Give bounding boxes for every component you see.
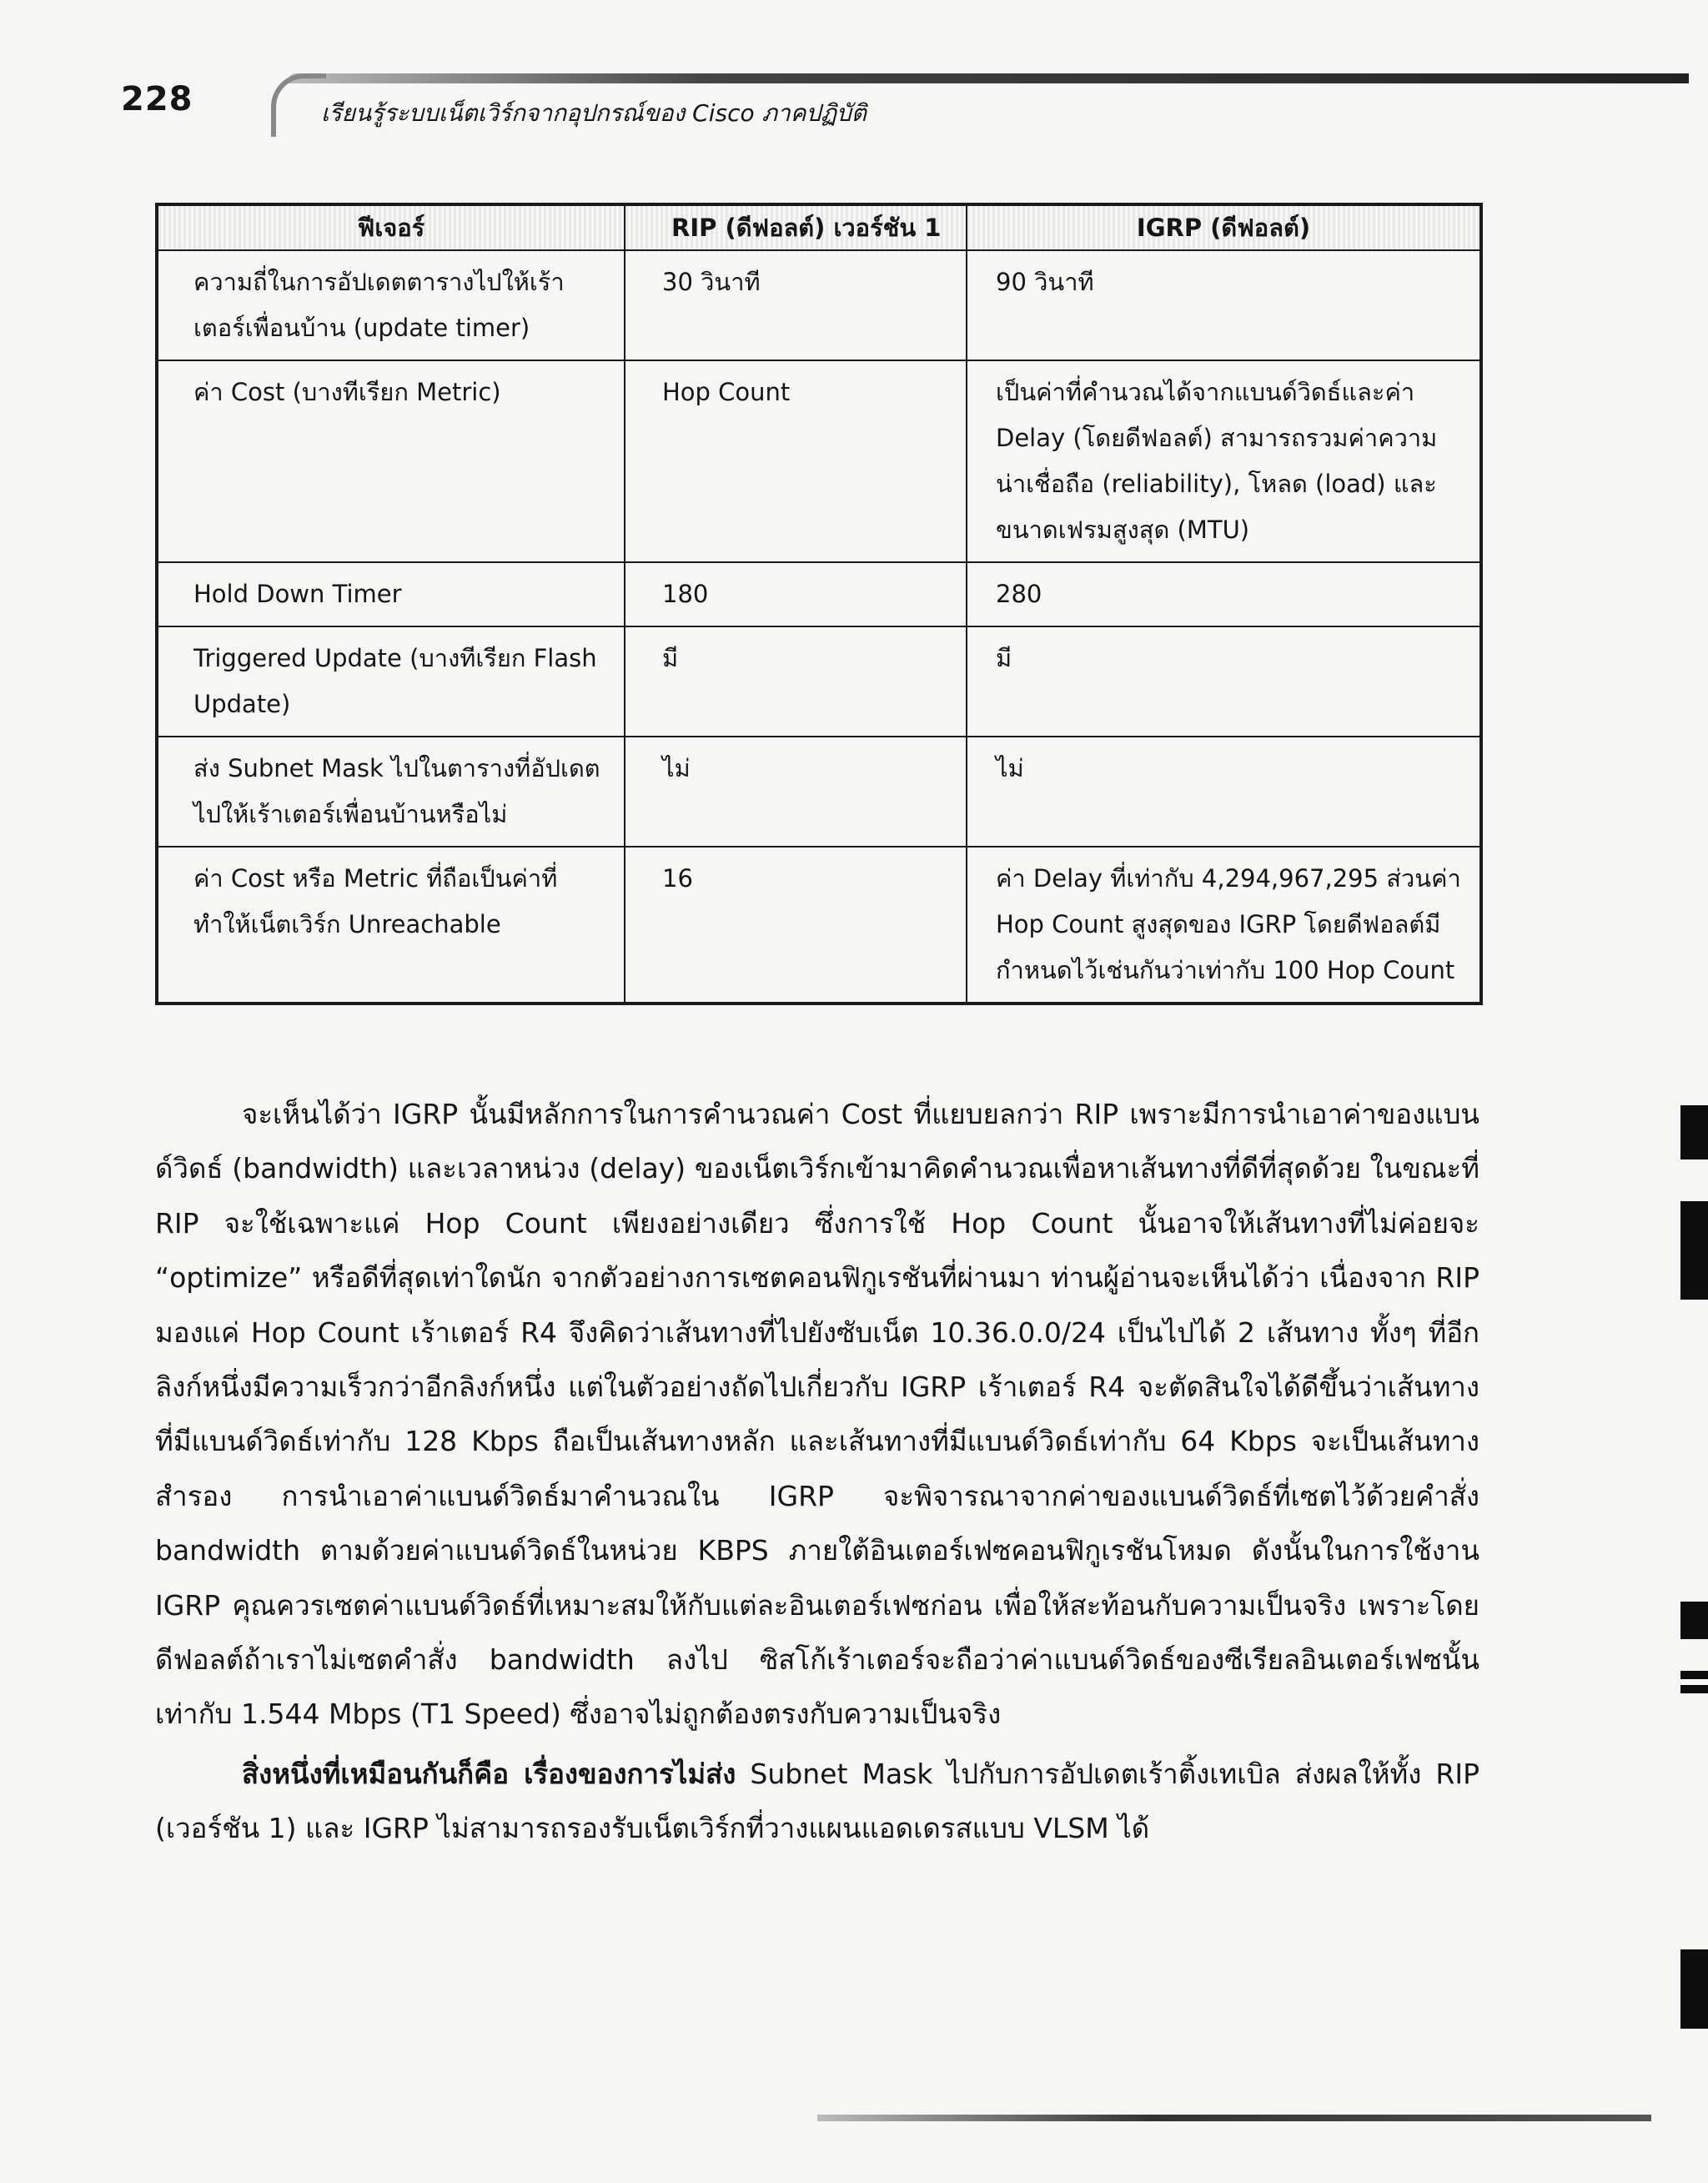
cell-feature: Hold Down Timer [157, 562, 625, 626]
cell-feature: ค่า Cost หรือ Metric ที่ถือเป็นค่าที่ทำให้เน็ตเวิร์ก Unreachable [157, 847, 625, 1003]
cell-rip: ไม่ [625, 737, 967, 847]
page-header [121, 73, 1689, 132]
cell-rip: 16 [625, 847, 967, 1003]
cell-feature: ส่ง Subnet Mask ไปในตารางที่อัปเดตไปให้เร้าเตอร์เพื่อนบ้านหรือไม่ [157, 737, 625, 847]
cell-rip: Hop Count [625, 360, 967, 562]
header-rule [288, 73, 1689, 83]
cell-igrp: เป็นค่าที่คำนวณได้จากแบนด์วิดธ์และค่า Delay (โดยดีฟอลต์) สามารถรวมค่าความน่าเชื่อถือ (reliability), โหลด (load) และขนาดเฟรมสูงสุด (MTU) [967, 360, 1481, 562]
cell-rip: 30 วินาที [625, 250, 967, 360]
table-row [157, 562, 1481, 626]
cell-igrp: มี [967, 626, 1481, 737]
scan-edge-mark [1680, 1105, 1708, 1159]
cell-igrp: ค่า Delay ที่เท่ากับ 4,294,967,295 ส่วนค่า Hop Count สูงสุดของ IGRP โดยดีฟอลต์มีกำหนดไว้เช่นกันว่าเท่ากับ 100 Hop Count [967, 847, 1481, 1003]
scan-edge-mark [1680, 1602, 1708, 1639]
table-row [157, 847, 1481, 1003]
page-number: 228 [121, 80, 193, 118]
body-text [155, 1087, 1479, 1856]
table-row [157, 737, 1481, 847]
scan-edge-mark [1680, 1685, 1708, 1693]
header-rip: RIP (ดีฟอลต์) เวอร์ชัน 1 [625, 204, 967, 250]
cell-feature: Triggered Update (บางทีเรียก Flash Update) [157, 626, 625, 737]
header-feature: ฟีเจอร์ [157, 204, 625, 250]
cell-igrp: 90 วินาที [967, 250, 1481, 360]
paragraph [155, 1747, 1479, 1856]
footer-rule [817, 2115, 1651, 2121]
cell-feature: ความถี่ในการอัปเดตตารางไปให้เร้าเตอร์เพื่อนบ้าน (update timer) [157, 250, 625, 360]
scan-edge-mark [1680, 1201, 1708, 1300]
cell-rip: มี [625, 626, 967, 737]
paragraph-text: Subnet Mask ไปกับการอัปเดตเร้าติ้งเทเบิล ส่งผลให้ทั้ง RIP (เวอร์ชัน 1) และ IGRP ไม่สามารถรองรับเน็ตเวิร์กที่วางแผนแอดเดรสแบบ VLSM ได้ [155, 1757, 1479, 1845]
rip-igrp-comparison-table [155, 203, 1483, 1005]
cell-feature: ค่า Cost (บางทีเรียก Metric) [157, 360, 625, 562]
scan-edge-mark [1680, 1949, 1708, 2029]
book-title: เรียนรู้ระบบเน็ตเวิร์กจากอุปกรณ์ของ Cisco ภาคปฏิบัติ [321, 99, 867, 127]
cell-igrp: ไม่ [967, 737, 1481, 847]
cell-igrp: 280 [967, 562, 1481, 626]
header-curve [271, 73, 326, 137]
table-row [157, 626, 1481, 737]
paragraph: จะเห็นได้ว่า IGRP นั้นมีหลักการในการคำนวณค่า Cost ที่แยบยลกว่า RIP เพราะมีการนำเอาค่าของแบนด์วิดธ์ (bandwidth) และเวลาหน่วง (delay) ของเน็ตเวิร์กเข้ามาคิดคำนวณเพื่อหาเส้นทางที่ดีที่สุดด้วย ในขณะที่ RIP จะใช้เฉพาะแค่ Hop Count เพียงอย่างเดียว ซึ่งการใช้ Hop Count นั้นอาจให้เส้นทางที่ไม่ค่อยจะ “optimize” หรือดีที่สุดเท่าใดนัก จากตัวอย่างการเซตคอนฟิกูเรชันที่ผ่านมา ท่านผู้อ่านจะเห็นได้ว่า เนื่องจาก RIP มองแค่ Hop Count เร้าเตอร์ R4 จึงคิดว่าเส้นทางที่ไปยังซับเน็ต 10.36.0.0/24 เป็นไปได้ 2 เส้นทาง ทั้งๆ ที่อีกลิงก์หนึ่งมีความเร็วกว่าอีกลิงก์หนึ่ง แต่ในตัวอย่างถัดไปเกี่ยวกับ IGRP เร้าเตอร์ R4 จะตัดสินใจได้ดีขึ้นว่าเส้นทางที่มีแบนด์วิดธ์เท่ากับ 128 Kbps ถือเป็นเส้นทางหลัก และเส้นทางที่มีแบนด์วิดธ์เท่ากับ 64 Kbps จะเป็นเส้นทางสำรอง การนำเอาค่าแบนด์วิดธ์มาคำนวณใน IGRP จะพิจารณาจากค่าของแบนด์วิดธ์ที่เซตไว้ด้วยคำสั่ง bandwidth ตามด้วยค่าแบนด์วิดธ์ในหน่วย KBPS ภายใต้อินเตอร์เฟซคอนฟิกูเรชันโหมด ดังนั้นในการใช้งาน IGRP คุณควรเซตค่าแบนด์วิดธ์ที่เหมาะสมให้กับแต่ละอินเตอร์เฟซก่อน เพื่อให้สะท้อนกับความเป็นจริง เพราะโดยดีฟอลต์ถ้าเราไม่เซตคำสั่ง bandwidth ลงไป ซิสโก้เร้าเตอร์จะถือว่าค่าแบนด์วิดธ์ของซีเรียลอินเตอร์เฟซนั้นเท่ากับ 1.544 Mbps (T1 Speed) ซึ่งอาจไม่ถูกต้องตรงกับความเป็นจริง [155, 1098, 1479, 1731]
table-row [157, 360, 1481, 562]
table-row [157, 250, 1481, 360]
table-header-row [157, 204, 1481, 250]
cell-rip: 180 [625, 562, 967, 626]
paragraph-bold-lead: สิ่งหนึ่งที่เหมือนกันก็คือ เรื่องของการไม่ส่ง [242, 1757, 736, 1790]
scan-edge-mark [1680, 1671, 1708, 1679]
header-igrp: IGRP (ดีฟอลต์) [967, 204, 1481, 250]
